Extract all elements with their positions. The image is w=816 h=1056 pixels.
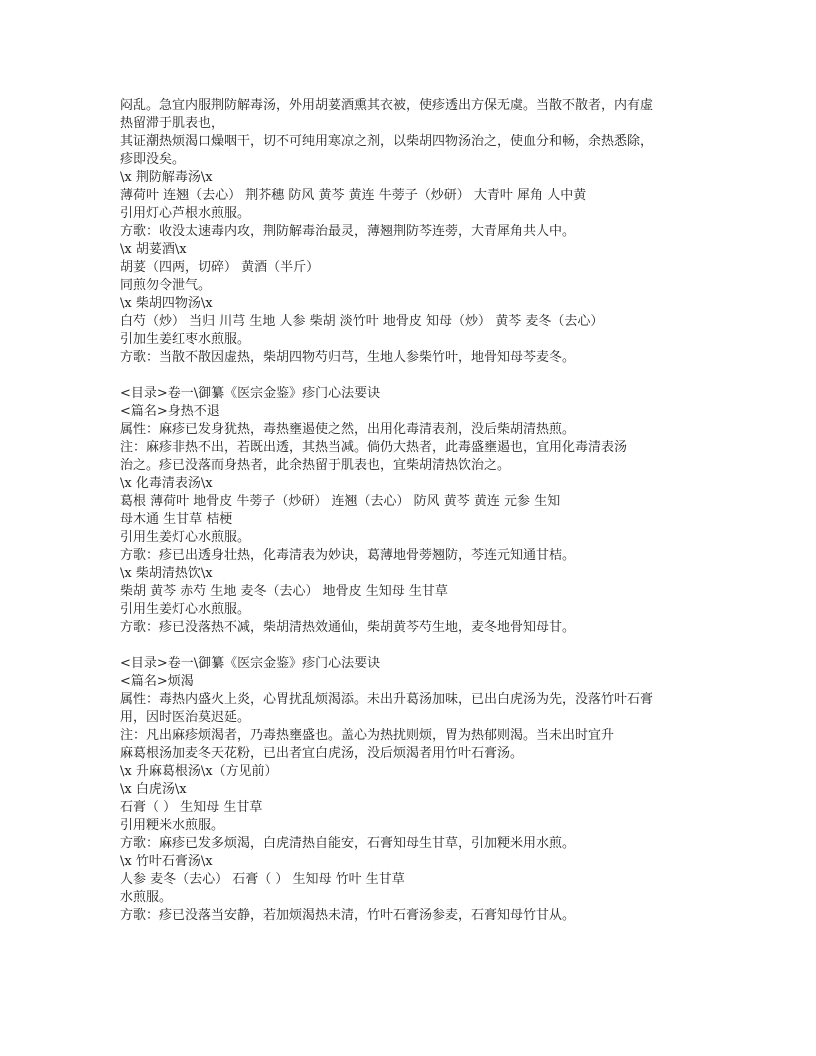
catalog-heading: <目录>卷一\御纂《医宗金鉴》疹门心法要诀	[120, 386, 381, 401]
formula-title: \x 胡荽酒\x	[120, 242, 187, 257]
blank-line	[120, 367, 710, 385]
verse-line: 方歌：疹已没落热不减，柴胡清热效通仙，柴胡黄芩芍生地，麦冬地骨知母甘。	[120, 620, 576, 635]
usage-line: 引用生姜灯心水煎服。	[120, 530, 251, 545]
document-page	[120, 97, 710, 925]
catalog-heading: <目录>卷一\御纂《医宗金鉴》疹门心法要诀	[120, 656, 381, 671]
usage-line: 引用灯心芦根水煎服。	[120, 206, 251, 221]
formula-title: \x 柴胡清热饮\x	[120, 566, 213, 581]
formula-title: \x 白虎汤\x	[120, 782, 187, 797]
formula-title: \x 化毒清表汤\x	[120, 476, 213, 491]
text-line: 热留滞于肌表也，	[120, 116, 225, 131]
usage-line: 引用粳米水煎服。	[120, 818, 225, 833]
ingredients-line: 白芍（炒） 当归 川芎 生地 人参 柴胡 淡竹叶 地骨皮 知母（炒） 黄芩 麦冬（去心）	[120, 314, 604, 329]
verse-line: 方歌：当散不散因虚热，柴胡四物芍归芎，生地人参柴竹叶，地骨知母芩麦冬。	[120, 350, 576, 365]
verse-line: 方歌：收没太速毒内攻，荆防解毒治最灵，薄翘荆防芩连蒡，大青犀角共人中。	[120, 224, 576, 239]
usage-line: 水煎服。	[120, 890, 173, 905]
ingredients-line: 薄荷叶 连翘（去心） 荆芥穗 防风 黄芩 黄连 牛蒡子（炒研） 大青叶 犀角 人中黄	[120, 188, 587, 203]
ingredients-line: 葛根 薄荷叶 地骨皮 牛蒡子（炒研） 连翘（去心） 防风 黄芩 黄连 元参 生知	[120, 494, 561, 509]
usage-line: 引加生姜红枣水煎服。	[120, 332, 251, 347]
attribute-line: 用，因时医治莫迟延。	[120, 710, 251, 725]
usage-line: 同煎勿令泄气。	[120, 278, 212, 293]
verse-line: 方歌：疹已没落当安静，若加烦渴热未清，竹叶石膏汤参麦，石膏知母竹甘从。	[120, 908, 576, 923]
note-line: 治之。疹已没落而身热者，此余热留于肌表也，宜柴胡清热饮治之。	[120, 458, 511, 473]
chapter-title: <篇名>烦渴	[120, 674, 194, 689]
text-line: 其证潮热烦渴口燥咽干，切不可纯用寒凉之剂，以柴胡四物汤治之，使血分和畅，余热悉除，	[120, 134, 654, 149]
note-line: 注：麻疹非热不出，若既出透，其热当减。倘仍大热者，此毒盛壅遏也，宜用化毒清表汤	[120, 440, 628, 455]
attribute-line: 属性：麻疹已发身犹热，毒热壅遏使之然，出用化毒清表剂，没后柴胡清热煎。	[120, 422, 576, 437]
ingredients-line: 母木通 生甘草 桔梗	[120, 512, 233, 527]
note-line: 麻葛根汤加麦冬天花粉，已出者宜白虎汤，没后烦渴者用竹叶石膏汤。	[120, 746, 524, 761]
formula-title: \x 升麻葛根汤\x（方见前）	[120, 764, 278, 779]
ingredients-line: 人参 麦冬（去心） 石膏（ ） 生知母 竹叶 生甘草	[120, 872, 405, 887]
blank-line	[120, 637, 710, 655]
ingredients-line: 柴胡 黄芩 赤芍 生地 麦冬（去心） 地骨皮 生知母 生甘草	[120, 584, 448, 599]
verse-line: 方歌：麻疹已发多烦渴，白虎清热自能安，石膏知母生甘草，引加粳米用水煎。	[120, 836, 576, 851]
chapter-title: <篇名>身热不退	[120, 404, 220, 419]
ingredients-line: 石膏（ ） 生知母 生甘草	[120, 800, 263, 815]
formula-title: \x 柴胡四物汤\x	[120, 296, 213, 311]
formula-title: \x 竹叶石膏汤\x	[120, 854, 213, 869]
text-line: 闷乱。急宜内服荆防解毒汤，外用胡荽酒熏其衣被，使疹透出方保无虞。当散不散者，内有虚	[120, 98, 654, 113]
note-line: 注：凡出麻疹烦渴者，乃毒热壅盛也。盖心为热扰则烦，胃为热郁则渴。当未出时宜升	[120, 728, 615, 743]
usage-line: 引用生姜灯心水煎服。	[120, 602, 251, 617]
ingredients-line: 胡荽（四两，切碎） 黄酒（半斤）	[120, 260, 320, 275]
verse-line: 方歌：疹已出透身壮热，化毒清表为妙诀，葛薄地骨蒡翘防，芩连元知通甘桔。	[120, 548, 576, 563]
attribute-line: 属性：毒热内盛火上炎，心胃扰乱烦渴添。未出升葛汤加味，已出白虎汤为先，没落竹叶石膏	[120, 692, 654, 707]
formula-title: \x 荆防解毒汤\x	[120, 170, 213, 185]
text-line: 疹即没矣。	[120, 152, 186, 167]
